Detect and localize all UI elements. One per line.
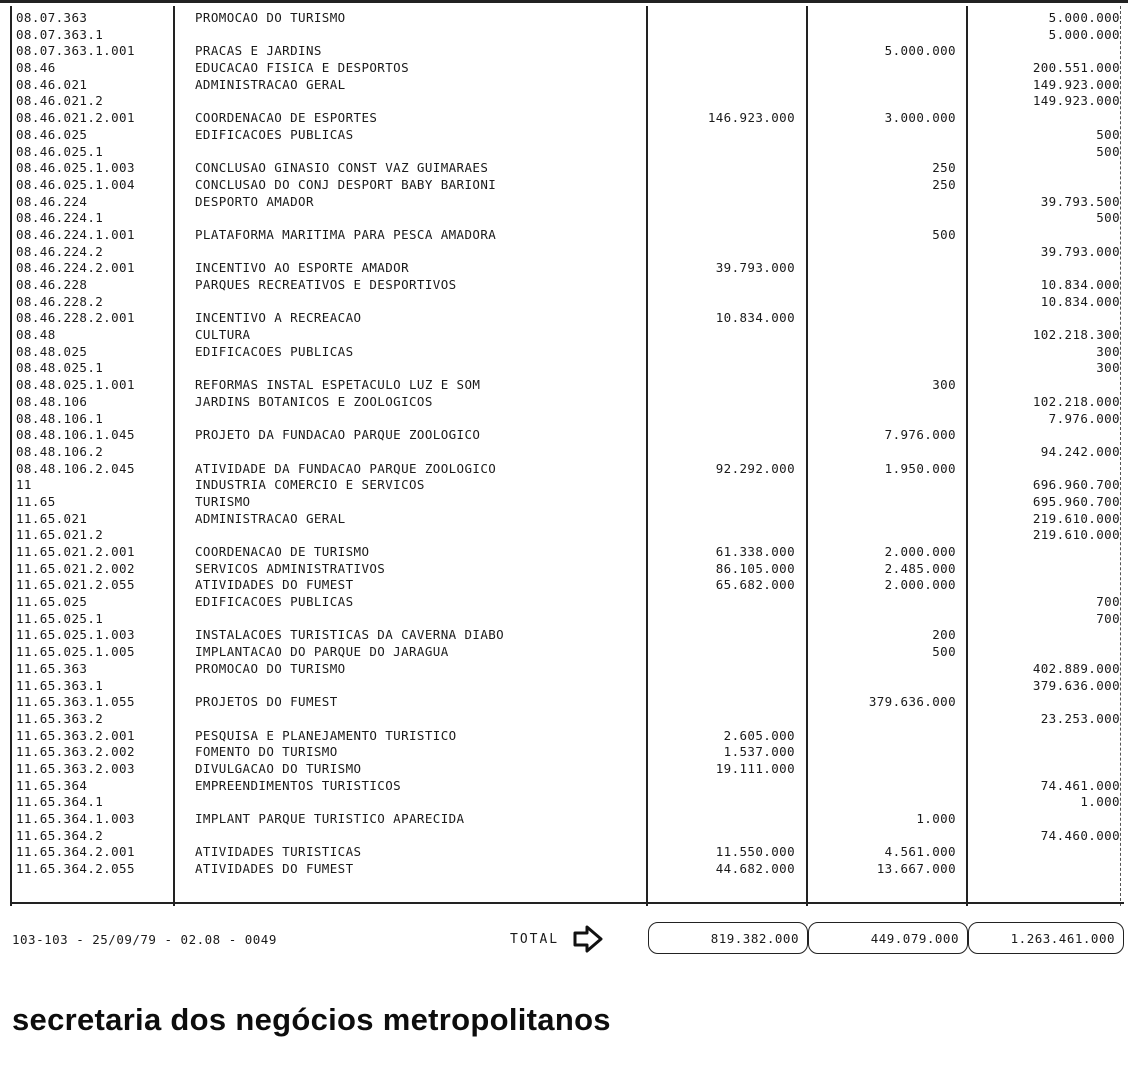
- value-col-3: 300: [1096, 343, 1120, 359]
- table-row: [10, 127, 1122, 144]
- table-row: [10, 360, 1122, 377]
- value-col-2: 1.000: [916, 811, 956, 826]
- description: PLATAFORMA MARITIMA PARA PESCA AMADORA: [195, 226, 497, 242]
- value-col-1: 1.537.000: [723, 744, 795, 760]
- value-col-1: 19.111.000: [715, 760, 795, 776]
- account-code: 08.48.106.1: [16, 410, 104, 426]
- description: FOMENTO DO TURISMO: [195, 744, 338, 760]
- description: PRACAS E JARDINS: [195, 43, 322, 59]
- value-col-1: 2.605.000: [723, 727, 795, 743]
- table-row: [10, 277, 1122, 294]
- description: PROJETO DA FUNDACAO PARQUE ZOOLOGICO: [195, 427, 481, 443]
- value-col-2: 5.000.000: [884, 43, 956, 59]
- account-code: 11.65: [16, 493, 56, 509]
- value-col-3: 219.610.000: [1032, 510, 1120, 526]
- table-row: [10, 794, 1122, 811]
- value-col-2: 3.000.000: [884, 110, 956, 126]
- account-code: 11.65.021: [16, 510, 88, 526]
- table-row: [10, 244, 1122, 261]
- total-value-1: 819.382.000: [648, 922, 808, 954]
- account-code: 08.46.224: [16, 193, 88, 209]
- description: INSTALACOES TURISTICAS DA CAVERNA DIABO: [195, 627, 505, 643]
- value-col-3: 402.889.000: [1032, 660, 1120, 676]
- value-col-3: 300: [1096, 360, 1120, 376]
- description: PROMOCAO DO TURISMO: [195, 660, 346, 676]
- account-code: 08.46.025.1: [16, 143, 104, 159]
- value-col-3: 10.834.000: [1040, 277, 1120, 292]
- table-row: [10, 260, 1122, 277]
- description: DIVULGACAO DO TURISMO: [195, 760, 362, 776]
- top-rule: [0, 0, 1128, 3]
- table-row: [10, 711, 1122, 728]
- description: EDIFICACOES PUBLICAS: [195, 126, 354, 142]
- value-col-2: 379.636.000: [868, 694, 956, 710]
- value-col-3: 39.793.500: [1040, 193, 1120, 209]
- value-col-3: 74.460.000: [1040, 827, 1120, 843]
- footer: [0, 918, 1128, 968]
- value-col-3: 149.923.000: [1032, 76, 1120, 92]
- description: EMPREENDIMENTOS TURISTICOS: [195, 777, 402, 793]
- table-row: [10, 160, 1122, 177]
- account-code: 11.65.364: [16, 777, 88, 793]
- table-row: [10, 294, 1122, 311]
- table-row: [10, 461, 1122, 478]
- description: REFORMAS INSTAL ESPETACULO LUZ E SOM: [195, 377, 481, 393]
- account-code: 08.48.025.1.001: [16, 377, 135, 393]
- description: EDIFICACOES PUBLICAS: [195, 343, 354, 359]
- account-code: 11.65.021.2.001: [16, 544, 135, 559]
- description: CONCLUSAO GINASIO CONST VAZ GUIMARAES: [195, 160, 489, 176]
- arrow-right-icon: [572, 924, 604, 954]
- table-row: [10, 427, 1122, 444]
- budget-table: [10, 6, 1122, 906]
- account-code: 11.65.363.2.003: [16, 760, 135, 776]
- value-col-3: 1.000: [1080, 794, 1120, 810]
- account-code: 08.48.025: [16, 343, 88, 359]
- value-col-2: 250: [932, 160, 956, 176]
- description: ATIVIDADES TURISTICAS: [195, 844, 362, 860]
- account-code: 11.65.363.2: [16, 710, 104, 726]
- account-code: 08.46.025.1.004: [16, 176, 135, 192]
- table-row: [10, 77, 1122, 94]
- account-code: 11.65.363.1.055: [16, 694, 135, 710]
- account-code: 11.65.364.1.003: [16, 811, 135, 826]
- value-col-1: 92.292.000: [715, 460, 795, 476]
- table-row: [10, 527, 1122, 544]
- table-row: [10, 611, 1122, 628]
- description: JARDINS BOTANICOS E ZOOLOGICOS: [195, 393, 433, 409]
- description: SERVICOS ADMINISTRATIVOS: [195, 560, 386, 576]
- table-row: [10, 561, 1122, 578]
- value-col-3: 10.834.000: [1040, 293, 1120, 309]
- value-col-3: 102.218.000: [1032, 393, 1120, 409]
- value-col-2: 300: [932, 377, 956, 393]
- description: ATIVIDADES DO FUMEST: [195, 861, 354, 877]
- account-code: 08.46.228.2.001: [16, 310, 135, 326]
- value-col-1: 146.923.000: [707, 110, 795, 126]
- account-code: 11.65.021.2: [16, 527, 104, 543]
- table-row: [10, 811, 1122, 828]
- value-col-3: 695.960.700: [1032, 493, 1120, 509]
- table-row: [10, 577, 1122, 594]
- table-row: [10, 60, 1122, 77]
- value-col-2: 2.485.000: [884, 560, 956, 576]
- total-value-2: 449.079.000: [808, 922, 968, 954]
- value-col-3: 500: [1096, 126, 1120, 142]
- account-code: 08.46.228: [16, 277, 88, 292]
- description: ATIVIDADES DO FUMEST: [195, 577, 354, 593]
- description: IMPLANTACAO DO PARQUE DO JARAGUA: [195, 644, 449, 660]
- account-code: 08.48.025.1: [16, 360, 104, 376]
- account-code: 08.46.224.2: [16, 243, 104, 259]
- table-row: [10, 761, 1122, 778]
- account-code: 11.65.364.2: [16, 827, 104, 843]
- description: TURISMO: [195, 493, 251, 509]
- table-row: [10, 661, 1122, 678]
- description: DESPORTO AMADOR: [195, 193, 314, 209]
- table-row: [10, 210, 1122, 227]
- value-col-2: 13.667.000: [876, 861, 956, 877]
- value-col-3: 379.636.000: [1032, 677, 1120, 693]
- table-row: [10, 494, 1122, 511]
- description: PROJETOS DO FUMEST: [195, 694, 338, 710]
- description: INDUSTRIA COMERCIO E SERVICOS: [195, 477, 425, 493]
- account-code: 08.46.224.1: [16, 210, 104, 226]
- value-col-3: 74.461.000: [1040, 777, 1120, 793]
- account-code: 08.46.224.1.001: [16, 226, 135, 242]
- account-code: 11.65.364.2.001: [16, 844, 135, 860]
- account-code: 11.65.363.2.002: [16, 744, 135, 760]
- table-row: [10, 728, 1122, 745]
- value-col-2: 250: [932, 176, 956, 192]
- account-code: 11: [16, 477, 32, 493]
- page-heading: secretaria dos negócios metropolitanos: [12, 1002, 611, 1037]
- total-label: TOTAL: [510, 932, 560, 947]
- table-row: [10, 177, 1122, 194]
- description: ADMINISTRACAO GERAL: [195, 510, 346, 526]
- account-code: 11.65.021.2.055: [16, 577, 135, 593]
- account-code: 08.07.363.1.001: [16, 43, 135, 59]
- document-id: 103-103 - 25/09/79 - 02.08 - 0049: [12, 932, 277, 947]
- value-col-1: 10.834.000: [715, 310, 795, 326]
- account-code: 08.48.106.2.045: [16, 460, 135, 476]
- table-row: [10, 778, 1122, 795]
- table-row: [10, 511, 1122, 528]
- description: PARQUES RECREATIVOS E DESPORTIVOS: [195, 277, 457, 292]
- value-col-3: 219.610.000: [1032, 527, 1120, 543]
- account-code: 11.65.025.1.003: [16, 627, 135, 643]
- account-code: 08.07.363.1: [16, 26, 104, 42]
- table-row: [10, 10, 1122, 27]
- table-row: [10, 844, 1122, 861]
- value-col-3: 500: [1096, 210, 1120, 226]
- account-code: 11.65.363: [16, 660, 88, 676]
- value-col-3: 700: [1096, 594, 1120, 610]
- value-col-3: 700: [1096, 610, 1120, 626]
- value-col-2: 500: [932, 226, 956, 242]
- description: PESQUISA E PLANEJAMENTO TURISTICO: [195, 727, 457, 743]
- table-rows: [10, 10, 1122, 878]
- value-col-3: 200.551.000: [1032, 60, 1120, 76]
- account-code: 11.65.363.2.001: [16, 727, 135, 743]
- value-col-2: 2.000.000: [884, 577, 956, 593]
- description: INCENTIVO AO ESPORTE AMADOR: [195, 260, 409, 276]
- value-col-3: 102.218.300: [1032, 327, 1120, 343]
- description: COORDENACAO DE ESPORTES: [195, 110, 378, 126]
- account-code: 11.65.363.1: [16, 677, 104, 693]
- table-row: [10, 110, 1122, 127]
- value-col-2: 200: [932, 627, 956, 643]
- account-code: 08.46.021.2.001: [16, 110, 135, 126]
- table-row: [10, 227, 1122, 244]
- account-code: 08.48.106: [16, 393, 88, 409]
- value-col-1: 65.682.000: [715, 577, 795, 593]
- table-row: [10, 144, 1122, 161]
- account-code: 08.46.021: [16, 76, 88, 92]
- table-row: [10, 344, 1122, 361]
- account-code: 08.46.021.2: [16, 93, 104, 109]
- total-value-3: 1.263.461.000: [968, 922, 1124, 954]
- value-col-1: 61.338.000: [715, 544, 795, 559]
- table-row: [10, 594, 1122, 611]
- description: ATIVIDADE DA FUNDACAO PARQUE ZOOLOGICO: [195, 460, 497, 476]
- account-code: 08.46: [16, 60, 56, 76]
- value-col-2: 7.976.000: [884, 427, 956, 443]
- table-row: [10, 861, 1122, 878]
- account-code: 08.46.228.2: [16, 293, 104, 309]
- account-code: 11.65.025: [16, 594, 88, 610]
- description: ADMINISTRACAO GERAL: [195, 76, 346, 92]
- table-row: [10, 444, 1122, 461]
- value-col-1: 86.105.000: [715, 560, 795, 576]
- value-col-3: 5.000.000: [1048, 10, 1120, 25]
- table-row: [10, 327, 1122, 344]
- value-col-1: 44.682.000: [715, 861, 795, 877]
- table-row: [10, 310, 1122, 327]
- account-code: 08.46.025: [16, 126, 88, 142]
- description: COORDENACAO DE TURISMO: [195, 544, 370, 559]
- description: PROMOCAO DO TURISMO: [195, 10, 346, 25]
- account-code: 08.48: [16, 327, 56, 343]
- table-row: [10, 194, 1122, 211]
- table-row: [10, 27, 1122, 44]
- account-code: 08.07.363: [16, 10, 88, 25]
- description: CULTURA: [195, 327, 251, 343]
- table-bottom-rule: [10, 902, 1124, 904]
- description: INCENTIVO A RECREACAO: [195, 310, 362, 326]
- table-row: [10, 377, 1122, 394]
- table-row: [10, 627, 1122, 644]
- account-code: 08.46.025.1.003: [16, 160, 135, 176]
- value-col-3: 94.242.000: [1040, 443, 1120, 459]
- table-row: [10, 93, 1122, 110]
- value-col-1: 11.550.000: [715, 844, 795, 860]
- account-code: 11.65.364.1: [16, 794, 104, 810]
- description: IMPLANT PARQUE TURISTICO APARECIDA: [195, 811, 465, 826]
- value-col-1: 39.793.000: [715, 260, 795, 276]
- table-row: [10, 477, 1122, 494]
- table-row: [10, 678, 1122, 695]
- table-row: [10, 644, 1122, 661]
- value-col-3: 696.960.700: [1032, 477, 1120, 493]
- value-col-3: 500: [1096, 143, 1120, 159]
- value-col-3: 7.976.000: [1048, 410, 1120, 426]
- value-col-3: 149.923.000: [1032, 93, 1120, 109]
- table-row: [10, 43, 1122, 60]
- table-row: [10, 744, 1122, 761]
- value-col-2: 1.950.000: [884, 460, 956, 476]
- table-row: [10, 544, 1122, 561]
- table-row: [10, 411, 1122, 428]
- value-col-3: 23.253.000: [1040, 710, 1120, 726]
- description: CONCLUSAO DO CONJ DESPORT BABY BARIONI: [195, 176, 497, 192]
- value-col-2: 4.561.000: [884, 844, 956, 860]
- account-code: 11.65.025.1: [16, 610, 104, 626]
- description: EDIFICACOES PUBLICAS: [195, 594, 354, 610]
- value-col-3: 5.000.000: [1048, 26, 1120, 42]
- account-code: 08.48.106.2: [16, 443, 104, 459]
- account-code: 11.65.021.2.002: [16, 560, 135, 576]
- table-row: [10, 394, 1122, 411]
- table-row: [10, 694, 1122, 711]
- value-col-2: 2.000.000: [884, 544, 956, 559]
- value-col-2: 500: [932, 644, 956, 660]
- account-code: 11.65.025.1.005: [16, 644, 135, 660]
- account-code: 08.48.106.1.045: [16, 427, 135, 443]
- table-row: [10, 828, 1122, 845]
- value-col-3: 39.793.000: [1040, 243, 1120, 259]
- description: EDUCACAO FISICA E DESPORTOS: [195, 60, 409, 76]
- account-code: 08.46.224.2.001: [16, 260, 135, 276]
- account-code: 11.65.364.2.055: [16, 861, 135, 877]
